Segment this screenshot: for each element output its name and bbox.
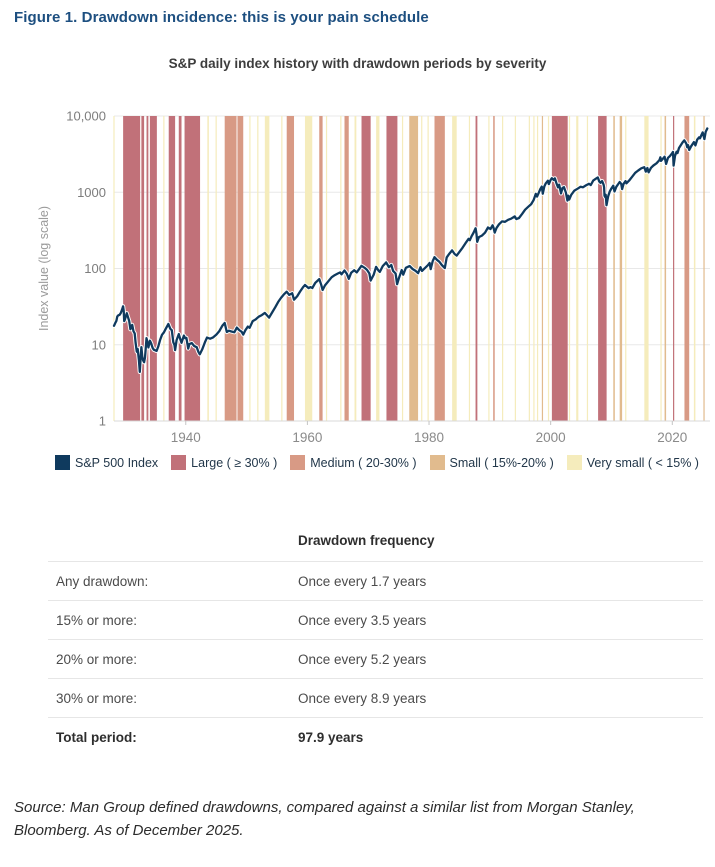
drawdown-band-very_small	[548, 116, 549, 421]
x-tick-label: 2020	[657, 430, 688, 445]
drawdown-band-large	[598, 116, 607, 421]
drawdown-band-medium	[225, 116, 237, 421]
drawdown-band-large	[476, 116, 478, 421]
drawdown-band-medium	[319, 116, 322, 421]
row-label: 30% or more:	[56, 691, 138, 706]
legend-label: S&P 500 Index	[75, 455, 159, 470]
drawdown-band-very_small	[257, 116, 258, 421]
figure-title: Figure 1. Drawdown incidence: this is your pain schedule	[14, 9, 429, 26]
row-value: Once every 3.5 years	[298, 613, 427, 628]
row-label: 20% or more:	[56, 652, 138, 667]
legend-swatch	[290, 455, 305, 470]
drawdown-band-small	[542, 116, 543, 421]
drawdown-band-large	[123, 116, 140, 421]
drawdown-band-very_small	[569, 116, 570, 421]
x-tick-label: 2000	[535, 430, 566, 445]
drawdown-band-very_small	[533, 116, 534, 421]
chart-legend	[55, 455, 715, 470]
legend-label: Small ( 15%-20% )	[449, 455, 554, 470]
row-value: Once every 8.9 years	[298, 691, 427, 706]
y-tick-label: 1000	[77, 184, 106, 200]
drawdown-chart	[0, 98, 715, 453]
drawdown-band-large	[179, 116, 182, 421]
x-tick-label: 1960	[292, 430, 323, 445]
drawdown-band-very_small	[305, 116, 312, 421]
row-label: Any drawdown:	[56, 574, 149, 589]
drawdown-band-large	[552, 116, 568, 421]
legend-label: Large ( ≥ 30% )	[191, 455, 278, 470]
drawdown-band-very_small	[502, 116, 503, 421]
drawdown-band-small	[620, 116, 622, 421]
drawdown-band-medium	[493, 116, 495, 421]
legend-label: Medium ( 20-30% )	[310, 455, 417, 470]
drawdown-frequency-table	[48, 533, 703, 756]
legend-swatch	[430, 455, 445, 470]
row-value: Once every 1.7 years	[298, 574, 427, 589]
drawdown-band-very_small	[326, 116, 327, 421]
legend-item	[430, 455, 554, 470]
drawdown-band-small	[703, 116, 704, 421]
table-body	[48, 561, 703, 756]
drawdown-band-very_small	[644, 116, 648, 421]
row-value: Once every 5.2 years	[298, 652, 427, 667]
table-row	[48, 600, 703, 639]
legend-swatch	[171, 455, 186, 470]
table-header-spacer	[48, 533, 298, 548]
drawdown-band-very_small	[625, 116, 626, 421]
drawdown-band-very_small	[694, 116, 696, 421]
drawdown-band-large	[141, 116, 144, 421]
drawdown-band-very_small	[529, 116, 530, 421]
drawdown-band-very_small	[249, 116, 250, 421]
table-row	[48, 561, 703, 600]
y-tick-label: 10	[91, 337, 106, 353]
drawdown-band-very_small	[113, 116, 114, 421]
drawdown-band-large	[185, 116, 201, 421]
x-tick-label: 1980	[414, 430, 445, 445]
table-header-label: Drawdown frequency	[298, 533, 435, 548]
table-header-row	[48, 533, 703, 561]
legend-item	[567, 455, 699, 470]
source-note: Source: Man Group defined drawdowns, compared against a similar list from Morgan Stanley, Bloomberg. As of December 2025.	[14, 799, 635, 840]
drawdown-band-very_small	[207, 116, 209, 421]
drawdown-band-medium	[684, 116, 689, 421]
drawdown-band-very_small	[281, 116, 282, 421]
drawdown-band-very_small	[163, 116, 164, 421]
row-label: Total period:	[56, 730, 137, 745]
chart-title: S&P daily index history with drawdown periods by severity	[168, 56, 547, 71]
table-row	[48, 639, 703, 678]
legend-label: Very small ( < 15% )	[586, 455, 699, 470]
y-tick-label: 1	[98, 413, 106, 429]
drawdown-band-small	[613, 116, 615, 421]
legend-item	[55, 455, 158, 470]
drawdown-band-medium	[287, 116, 294, 421]
drawdown-band-very_small	[587, 116, 588, 421]
drawdown-band-very_small	[216, 116, 217, 421]
legend-swatch	[567, 455, 582, 470]
drawdown-band-large	[147, 116, 149, 421]
y-tick-label: 10,000	[66, 108, 106, 124]
legend-item	[171, 455, 277, 470]
y-axis-title: Index value (log scale)	[37, 205, 51, 332]
row-label: 15% or more:	[56, 613, 138, 628]
table-row	[48, 717, 703, 756]
y-tick-label: 100	[84, 261, 106, 276]
legend-item	[290, 455, 416, 470]
drawdown-band-very_small	[340, 116, 341, 421]
drawdown-band-very_small	[265, 116, 270, 421]
drawdown-band-very_small	[515, 116, 516, 421]
drawdown-band-very_small	[537, 116, 538, 421]
drawdown-band-large	[150, 116, 157, 421]
drawdown-band-large	[169, 116, 175, 421]
drawdown-band-medium	[237, 116, 243, 421]
drawdown-band-very_small	[576, 116, 578, 421]
drawdown-band-very_small	[452, 116, 457, 421]
x-tick-label: 1940	[170, 430, 201, 445]
table-row	[48, 678, 703, 717]
drawdown-band-very_small	[488, 116, 489, 421]
drawdown-band-very_small	[469, 116, 470, 421]
legend-swatch	[55, 455, 70, 470]
row-value: 97.9 years	[298, 730, 364, 745]
